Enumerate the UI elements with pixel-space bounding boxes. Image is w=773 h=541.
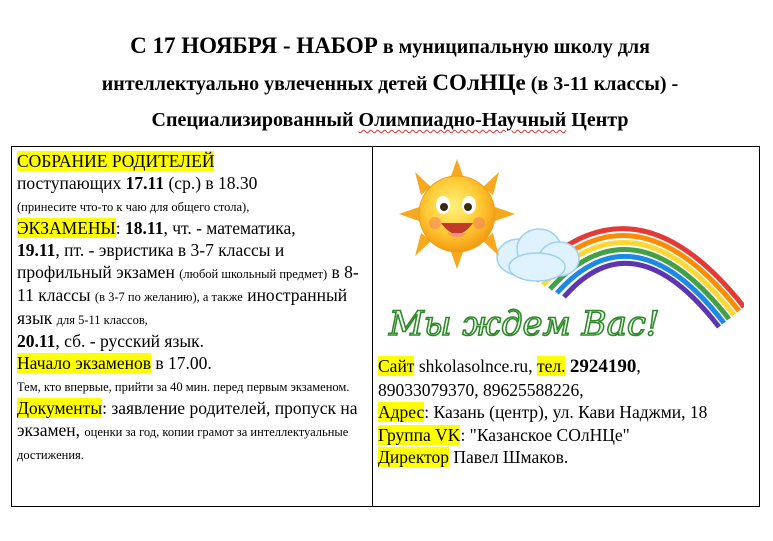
sun-icon [399, 159, 515, 269]
page-header [30, 28, 750, 138]
start-time: в 17.00. [155, 353, 212, 373]
exam1-text: , чт. - математика, [163, 218, 296, 238]
exam1-date: 18.11 [125, 218, 164, 238]
header-line2-end: (в 3-11 классы) - [530, 73, 679, 95]
header-date: С 17 НОЯБРЯ - НАБОР [130, 33, 378, 58]
meeting-date: 17.11 [125, 173, 165, 193]
welcome-illustration [379, 157, 744, 357]
exam3-date: 20.11 [17, 331, 56, 351]
tel-main: 2924190 [569, 356, 637, 377]
header-line-3 [30, 102, 750, 138]
tel-comma: , [636, 356, 641, 376]
exams-label: ЭКЗАМЕНЫ [17, 218, 116, 238]
foreign-language: иностранный язык [17, 285, 348, 328]
group-label: Группа VK [378, 424, 461, 445]
header-line3-c: Центр [571, 109, 629, 131]
exam2-grades: в 8-11 классы [17, 262, 359, 305]
contact-info: Сайт shkolasolnce.ru, тел. 2924190, 89033079370, 89625588226, Адрес: Казань (центр), ул. Кави Наджми, 18 Группа VK: "Казанское СОлНЦе" Директор Павел Шмаков. [378, 356, 708, 467]
documents-text: : заявление родителей, пропуск на экзамен, [17, 398, 358, 440]
meeting-rest: (ср.) в 18.30 [168, 173, 258, 193]
group-text: : "Казанское СОлНЦе" [460, 424, 630, 445]
cloud-icon [497, 229, 579, 281]
meeting-label: СОБРАНИЕ РОДИТЕЛЕЙ [17, 151, 215, 171]
header-line2-start: интеллектуально увлеченных детей [101, 73, 428, 95]
start-label: Начало экзаменов [17, 353, 151, 373]
tel-label: тел. [536, 356, 566, 376]
header-line3-b: Олимпиадно-Научный [358, 109, 567, 131]
site-link[interactable]: shkolasolnce.ru [418, 356, 529, 376]
site-label: Сайт [378, 356, 415, 376]
address-label: Адрес [378, 402, 425, 422]
meeting-prefix: поступающих [17, 173, 122, 193]
exam2-note2: (в 3-7 по желанию), а также [94, 290, 243, 304]
meeting-note: (принесите что-то к чаю для общего стола), [17, 200, 250, 214]
header-line1-rest: в муниципальную школу для [382, 36, 650, 58]
phones-line: 89033079370, 89625588226, [378, 379, 584, 400]
banner-text: Мы ждем Вас! [389, 304, 660, 344]
exam2-date: 19.11 [17, 240, 56, 260]
info-table [11, 146, 760, 507]
header-school-name: СОлНЦе [432, 70, 526, 95]
header-line-1 [30, 28, 750, 65]
header-line3-a: Специализированный [151, 109, 354, 131]
address-text: : Казань (центр), ул. Кави Наджми, 18 [424, 402, 708, 422]
exam2-text: , пт. - эвристика в 3-7 классы и профильный экзамен [17, 240, 285, 282]
exam2-note: (любой школьный предмет) [179, 267, 328, 281]
documents-note: оценки за год, копии грамот за интеллектуальные достижения. [17, 425, 349, 462]
header-line-2 [30, 65, 750, 102]
foreign-note: для 5-11 классов, [56, 313, 148, 327]
contact-cell [373, 147, 760, 507]
exam-info-cell: СОБРАНИЕ РОДИТЕЛЕЙ поступающих 17.11 (ср.) в 18.30 (принесите что-то к чаю для общего стола), ЭКЗАМЕНЫ: 18.11, чт. - математика, 19.11, пт. - эвристика в 3-7 классы и профильный экзамен (любой школьный предмет) в 8-11 классы (в 3-7 по желанию), а также иностранный язык для 5-11 классов, 20.11, сб. - русский язык. Начало экзаменов в 17.00. Тем, кто впервые, прийти за 40 мин. перед первым экзаменом. Документы: заявление родителей, пропуск на экзамен, оценки за год, копии грамот за интеллектуальные достижения. [12, 147, 373, 507]
documents-label: Документы [17, 398, 103, 418]
director-label: Директор [378, 447, 450, 467]
first-time-note: Тем, кто впервые, прийти за 40 мин. перед первым экзаменом. [17, 380, 350, 394]
exam3-text: , сб. - русский язык. [55, 331, 205, 351]
director-text: Павел Шмаков. [453, 447, 569, 467]
